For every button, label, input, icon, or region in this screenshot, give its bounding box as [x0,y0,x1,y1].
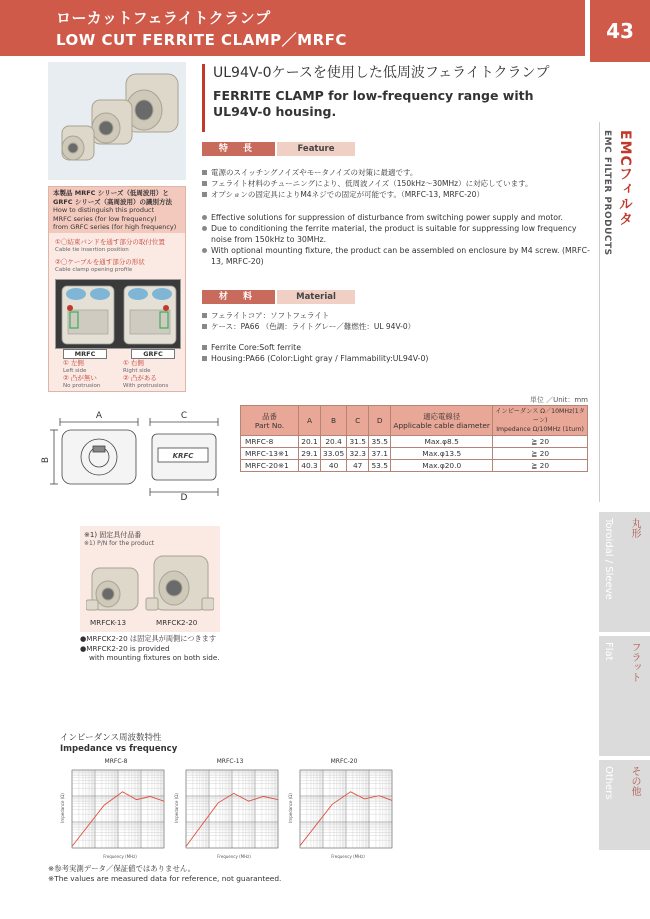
cell-d: 53.5 [369,460,391,472]
distinguish-point-1 [55,238,165,254]
fixture-caption-2: MRFCK2-20 [156,618,198,627]
mrfc-label: MRFC [63,349,107,359]
th-b: B [321,406,347,436]
cell-c: 47 [347,460,369,472]
table-row [241,460,588,472]
dim-d-label: D [180,493,188,500]
feature-jp-item: フェライト材料のチューニングにより、低周波ノイズ（150kHz〜30MHz）に対応しています。 [202,178,592,189]
cell-a: 20.1 [299,436,321,448]
product-title [202,64,586,132]
material-label-jp: 材 料 [202,290,275,304]
chart-xlabel: Frequency (MHz) [331,854,365,859]
cell-b: 33.05 [321,448,347,460]
fixture-note [80,634,280,663]
feature-jp-item: オプションの固定具によりM4ネジでの固定が可能です。（MRFC-13, MRFC-20） [202,189,592,200]
th-cable [391,406,493,436]
distinguish-title-jp-2: GRFC シリーズ（高周波用）の識別方法 [53,197,172,206]
chart-xlabel: Frequency (MHz) [217,854,251,859]
cell-b: 20.4 [321,436,347,448]
th-part-en: Part No. [254,420,285,430]
chart-title: MRFC-20 [330,758,358,765]
mrfc-2-jp: ② 凸が無い [63,374,97,383]
cell-part: MRFC-13※1 [241,448,299,460]
fixture-note-jp: ●MRFCK2-20 は固定具が両側につきます [80,634,217,643]
chart-title: MRFC-8 [104,758,128,765]
cell-b: 40 [321,460,347,472]
spec-table [240,405,588,472]
mrfc-description [63,360,100,390]
side-tab-emc-en: EMC FILTER PRODUCTS [602,130,612,256]
feature-label-jp: 特 長 [202,142,275,156]
title-jp: ローカットフェライトクランプ [56,9,271,27]
side-tab-others[interactable] [599,760,650,850]
distinguish-title-en-1: How to distinguish this product [53,206,155,215]
grfc-label: GRFC [131,349,175,359]
cell-part: MRFC-20※1 [241,460,299,472]
feature-list-en [202,212,592,267]
feature-label-en: Feature [277,142,355,156]
distinguish-title-en-3: from GRFC series (for high frequency) [53,223,177,232]
fixture-title-en: ※1) P/N for the product [84,540,155,547]
distinguish-point-1-jp: ①〇結束バンドを通す部分の取付位置 [55,238,165,246]
footer-en: ※The values are measured data for reference, not guaranteed. [48,874,282,883]
cell-cable: Max.φ13.5 [391,448,493,460]
distinguish-photo [55,279,181,349]
side-tab-flat-jp: フラット [629,642,640,682]
cell-cable: Max.φ8.5 [391,436,493,448]
title-en: LOW CUT FERRITE CLAMP／MRFC [56,31,347,49]
cell-d: 37.1 [369,448,391,460]
distinguish-point-2 [55,258,145,274]
fixture-title-jp: ※1) 固定具付品番 [84,531,142,539]
material-heading [202,290,355,304]
feature-list-jp [202,167,592,200]
feature-en-item: Effective solutions for suppression of disturbance from switching power supply and motor. [202,212,592,223]
th-part-jp: 品番 [262,411,277,421]
feature-en-item: Due to conditioning the ferrite material, the product is suitable for suppressing low frequency noise from 150kHz to 30MHz. [202,223,592,245]
cell-impedance: ≧ 20 [493,460,588,472]
th-impedance-en: Impedance Ω/10MHz (1turn) [496,426,584,433]
material-list-en [202,342,592,364]
product-photo [48,62,186,180]
impedance-title-en: Impedance vs frequency [60,744,178,754]
chart-title: MRFC-13 [216,758,244,765]
dimension-drawing-svg [40,408,230,500]
fixture-box [80,526,220,632]
table-header-row [241,406,588,436]
mrfc-1-jp: ① 左側 [63,359,84,367]
impedance-chart-svg [288,766,400,860]
th-d: D [369,406,391,436]
feature-en-item: With optional mounting fixture, the product can be assembled on enclosure by M4 screw. (MRFC-13, MRFC-20) [202,245,592,267]
distinguish-title [49,187,185,233]
header-banner [0,0,585,56]
chart-ylabel: Impedance (Ω) [174,793,179,823]
distinguish-title-jp-1: 本製品 MRFC シリーズ（低周波用）と [53,189,169,197]
grfc-description [123,360,168,390]
dimension-drawing [40,408,230,500]
distinguish-point-2-jp: ②〇ケーブルを通す部分の形状 [55,258,145,266]
distinguish-point-1-en: Cable tie insertion position [55,247,129,253]
grfc-2-en: With protrusions [123,382,169,389]
cell-c: 31.5 [347,436,369,448]
impedance-chart-mrfc-20 [288,758,400,860]
mrfc-1-en: Left side [63,367,87,374]
cell-part: MRFC-8 [241,436,299,448]
chart-grid [300,770,392,848]
grfc-1-jp: ① 右側 [123,359,144,367]
cell-a: 29.1 [299,448,321,460]
product-title-en: FERRITE CLAMP for low-frequency range with UL94V-0 housing. [213,88,534,119]
side-tab-emc[interactable] [599,122,650,502]
product-title-jp: UL94V-0ケースを使用した低周波フェライトクランプ [213,65,550,81]
fixture-note-en-2: with mounting fixtures on both side. [89,653,220,662]
th-impedance-jp: インピーダンス Ω／10MHz(1ターン) [495,408,585,424]
side-tab-others-en: Others [603,766,614,800]
cell-impedance: ≧ 20 [493,436,588,448]
ferrite-clamps-illustration [48,62,186,180]
feature-jp-item: 電源のスイッチングノイズやモータノイズの対策に最適です。 [202,167,592,178]
cell-cable: Max.φ20.0 [391,460,493,472]
side-tab-emc-jp: EMCフィルタ [617,130,633,227]
th-a: A [299,406,321,436]
chart-grid [72,770,164,848]
material-label-en: Material [277,290,355,304]
dim-c-label: C [180,411,188,421]
impedance-chart-svg [60,766,172,860]
th-cable-en: Applicable cable diameter [393,420,490,430]
chart-xlabel: Frequency (MHz) [103,854,137,859]
cell-a: 40.3 [299,460,321,472]
side-tab-flat-en: Flat [603,642,614,661]
grfc-2-jp: ② 凸がある [123,374,157,383]
dim-b-label: B [41,456,51,464]
impedance-chart-svg [174,766,286,860]
fixture-products-illustration [86,550,214,616]
material-jp-item: フェライトコア：ソフトフェライト [202,310,592,321]
grfc-1-en: Right side [123,367,151,374]
side-tab-flat[interactable] [599,636,650,756]
material-jp-item: ケース：PA66 （色調：ライトグレー／難燃性：UL 94V-0） [202,321,592,332]
th-impedance [493,406,588,436]
table-row [241,436,588,448]
dim-a-label: A [95,411,103,421]
material-en-item: Ferrite Core:Soft ferrite [202,342,592,353]
distinguish-title-en-2: MRFC series (for low frequency) [53,214,157,223]
mrfc-grfc-comparison-illustration [56,280,181,349]
material-list-jp [202,310,592,332]
cell-c: 32.3 [347,448,369,460]
feature-heading [202,142,355,156]
footer-note [48,864,281,884]
side-tab-others-jp: その他 [629,766,640,796]
product-marking: KRFC [172,452,194,460]
impedance-chart-mrfc-8 [60,758,172,860]
mrfc-2-en: No protrusion [63,382,101,389]
side-tab-toroidal[interactable] [599,512,650,632]
cell-d: 35.5 [369,436,391,448]
impedance-section-title [60,733,177,755]
th-part [241,406,299,436]
distinguish-box [48,186,186,392]
material-en-item: Housing:PA66 (Color:Light gray / Flammability:UL94V-0) [202,353,592,364]
chart-grid [186,770,278,848]
footer-jp: ※参考実測データ／保証値ではありません。 [48,864,196,873]
table-row [241,448,588,460]
fixture-caption-1: MRFCK-13 [90,618,127,627]
impedance-title-jp: インピーダンス周波数特性 [60,733,162,743]
chart-ylabel: Impedance (Ω) [60,793,65,823]
fixture-note-en-1: ●MRFCK2-20 is provided [80,643,170,653]
th-c: C [347,406,369,436]
cell-impedance: ≧ 20 [493,448,588,460]
th-cable-jp: 適応電線径 [423,411,461,421]
table-unit: 単位 ／Unit：mm [529,396,588,404]
distinguish-point-2-en: Cable clamp opening profile [55,267,133,273]
page-number: 43 [590,0,650,62]
side-tab-toroidal-en: Toroidal / Sleeve [603,518,614,600]
chart-ylabel: Impedance (Ω) [288,793,293,823]
impedance-chart-mrfc-13 [174,758,286,860]
side-tab-toroidal-jp: 丸形 [629,518,640,538]
